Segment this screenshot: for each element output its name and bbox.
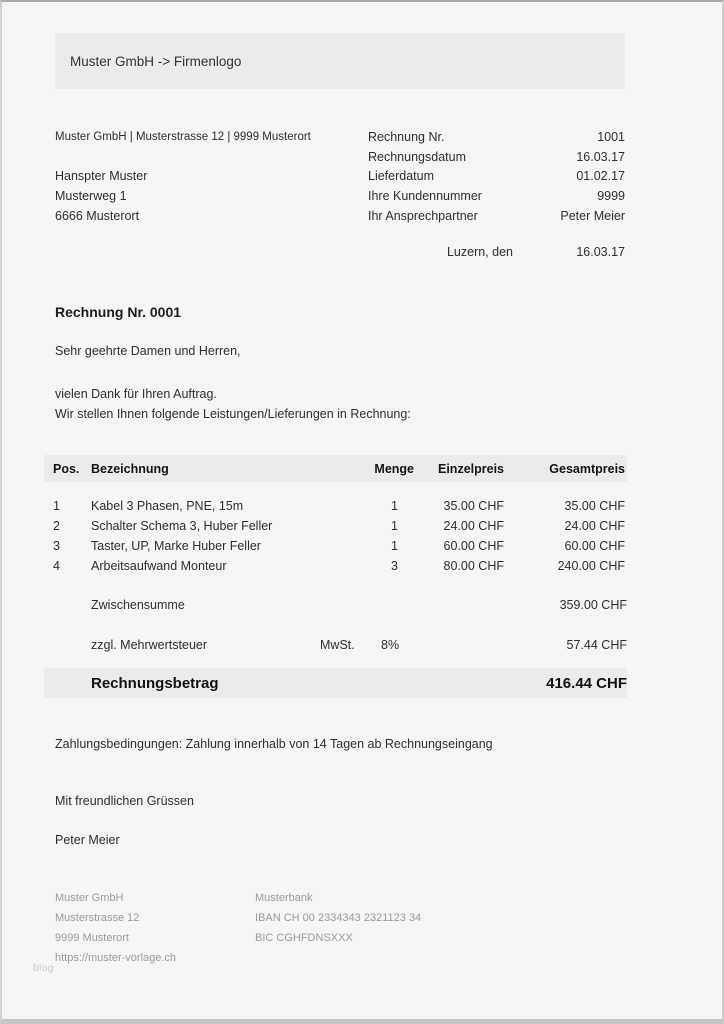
cell-description: Arbeitsaufwand Monteur [91, 559, 227, 573]
footer-company-street: Musterstrasse 12 [55, 912, 140, 924]
cell-empty [53, 595, 91, 615]
place-date-row [55, 245, 625, 259]
meta-row-invoice-date [368, 148, 625, 168]
meta-label: Lieferdatum [368, 169, 435, 184]
footer-bank-name: Musterbank [255, 892, 313, 904]
meta-value: Peter Meier [560, 208, 625, 223]
signature-name: Peter Meier [55, 833, 120, 847]
cell-pos: 1 [53, 499, 60, 513]
meta-label: Rechnung Nr. [368, 130, 445, 144]
company-logo-text: Muster GmbH -> Firmenlogo [70, 53, 242, 69]
footer-company-url: https://muster-vorlage.ch [55, 952, 177, 964]
meta-row-delivery-date [368, 167, 625, 187]
cell-total-price: 60.00 CHF [564, 539, 625, 553]
subtotal-label: Zwischensumme [91, 598, 185, 612]
payment-terms: Zahlungsbedingungen: Zahlung innerhalb von 14 Tagen ab Rechnungseingang [55, 737, 493, 751]
footer [55, 888, 625, 968]
vat-value: 57.44 CHF [566, 638, 627, 652]
cell-total-price: 35.00 CHF [564, 499, 625, 513]
meta-row-customer-number [368, 187, 625, 207]
col-header-qty: Menge [374, 461, 414, 476]
meta-label: Ihr Ansprechpartner [368, 208, 478, 223]
items-table-header [44, 455, 627, 482]
cell-description: Schalter Schema 3, Huber Feller [91, 519, 273, 533]
footer-company-city: 9999 Musterort [55, 932, 129, 944]
subtotal-value: 359.00 CHF [559, 598, 627, 612]
invoice-meta-block [368, 128, 625, 226]
cell-description: Kabel 3 Phasen, PNE, 15m [91, 499, 244, 513]
footer-company-name: Muster GmbH [55, 892, 124, 904]
meta-value: 16.03.17 [576, 149, 625, 164]
cell-pos: 4 [53, 559, 60, 573]
table-row [53, 496, 627, 516]
recipient-city: 6666 Musterort [55, 208, 140, 223]
cell-unit-price: 60.00 CHF [443, 539, 504, 553]
cell-qty: 1 [391, 519, 398, 533]
cell-pos: 2 [53, 519, 60, 533]
spacer-line [55, 148, 368, 168]
cell-description: Taster, UP, Marke Huber Feller [91, 539, 261, 553]
cell-unit-price: 80.00 CHF [443, 559, 504, 573]
recipient-name: Hanspter Muster [55, 169, 148, 184]
subtotal-row [44, 595, 627, 615]
vat-label: zzgl. Mehrwertsteuer [91, 638, 208, 652]
col-header-unit-price: Einzelpreis [438, 461, 504, 476]
cell-qty: 1 [391, 539, 398, 553]
cell-pos: 3 [53, 539, 60, 553]
address-meta-section [55, 128, 625, 226]
meta-label: Ihre Kundennummer [368, 189, 482, 204]
recipient-street: Musterweg 1 [55, 189, 127, 204]
items-table-body [44, 496, 627, 576]
cell-unit-price: 35.00 CHF [443, 499, 504, 513]
salutation: Sehr geehrte Damen und Herren, [55, 344, 241, 358]
cell-unit-price: 24.00 CHF [443, 519, 504, 533]
col-header-pos: Pos. [53, 461, 80, 476]
invoice-title: Rechnung Nr. 0001 [55, 304, 182, 320]
grand-total-value: 416.44 CHF [546, 674, 627, 692]
footer-bank-bic: BIC CGHFDNSXXX [255, 932, 353, 944]
table-row [53, 536, 627, 556]
grand-total-label: Rechnungsbetrag [91, 674, 219, 692]
vat-rate: 8% [381, 638, 400, 652]
meta-row-contact-person [368, 207, 625, 227]
meta-value: 01.02.17 [576, 169, 625, 184]
grand-total-row [44, 668, 627, 698]
closing-greeting: Mit freundlichen Grüssen [55, 794, 194, 808]
vat-tax-label: MwSt. [320, 638, 355, 652]
watermark-text: blog [33, 963, 54, 974]
col-header-description: Bezeichnung [91, 461, 169, 476]
table-row [53, 556, 627, 576]
cell-qty: 3 [391, 559, 398, 573]
cell-empty [53, 635, 91, 655]
place-date-label: Luzern, den [446, 245, 513, 259]
meta-label: Rechnungsdatum [368, 149, 466, 164]
cell-qty: 1 [391, 499, 398, 513]
cell-total-price: 24.00 CHF [564, 519, 625, 533]
meta-value: 9999 [597, 189, 625, 204]
footer-company-block [55, 888, 255, 968]
sender-line: Muster GmbH | Musterstrasse 12 | 9999 Musterort [55, 131, 311, 143]
address-block [55, 128, 368, 226]
meta-value: 1001 [597, 130, 625, 144]
intro-line-1: vielen Dank für Ihren Auftrag. [55, 387, 217, 401]
company-logo-box [55, 33, 625, 89]
intro-line-2: Wir stellen Ihnen folgende Leistungen/Lieferungen in Rechnung: [55, 407, 411, 421]
col-header-total-price: Gesamtpreis [549, 461, 625, 476]
footer-bank-block [255, 888, 625, 968]
vat-row [44, 635, 627, 655]
meta-row-invoice-number [368, 128, 625, 148]
place-date-value: 16.03.17 [576, 245, 625, 259]
intro-paragraph [55, 384, 411, 424]
cell-total-price: 240.00 CHF [557, 559, 625, 573]
table-row [53, 516, 627, 536]
footer-bank-iban: IBAN CH 00 2334343 2321123 34 [255, 912, 422, 924]
